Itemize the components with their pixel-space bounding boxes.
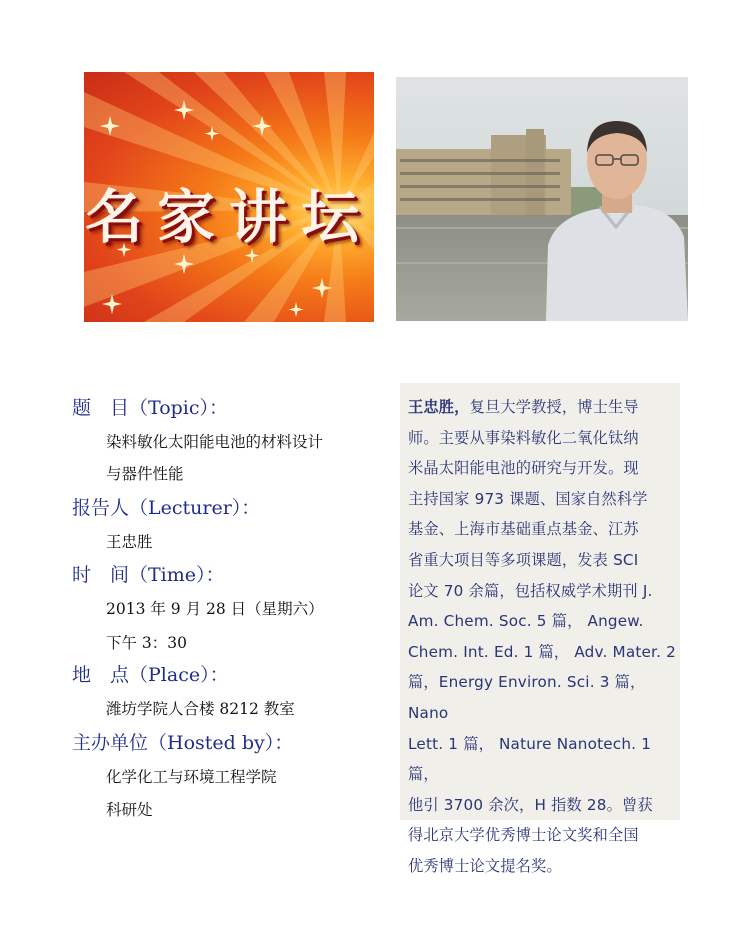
lecturer-bio-text bbox=[408, 392, 684, 882]
bio-line: 优秀博士论文提名奖。 bbox=[408, 856, 562, 875]
lecturer-value: 王忠胜 bbox=[106, 533, 153, 551]
host-value-line-2: 科研处 bbox=[106, 801, 153, 819]
topic-value-line-2: 与器件性能 bbox=[106, 465, 184, 483]
bio-line: 得北京大学优秀博士论文奖和全国 bbox=[408, 826, 639, 845]
time-value-date: 2013 年 9 月 28 日（星期六） bbox=[106, 600, 324, 618]
bio-line: Am. Chem. Soc. 5 篇， Angew. bbox=[408, 612, 644, 631]
bio-line: Chem. Int. Ed. 1 篇， Adv. Mater. 2 bbox=[408, 642, 677, 661]
bio-line: 基金、上海市基础重点基金、江苏 bbox=[408, 520, 639, 539]
bio-line-text: 复旦大学教授，博士生导 bbox=[469, 398, 639, 416]
place-label: 地 点（Place）： bbox=[72, 664, 229, 686]
bio-line: 师。主要从事染料敏化二氧化钛纳 bbox=[408, 428, 639, 447]
forum-banner bbox=[84, 72, 374, 322]
bio-name: 王忠胜， bbox=[408, 398, 470, 416]
lecturer-label: 报告人（Lecturer）： bbox=[72, 497, 261, 519]
topic-label: 题 目（Topic）： bbox=[72, 397, 229, 419]
banner-title: 名家讲坛 bbox=[84, 183, 373, 251]
lecturer-bio-box bbox=[400, 383, 680, 875]
bio-line: Lett. 1 篇， Nature Nanotech. 1 篇， bbox=[408, 734, 652, 784]
bio-line: 主持国家 973 课题、国家自然科学 bbox=[408, 489, 648, 508]
lecturer-portrait-icon bbox=[396, 77, 688, 321]
lecturer-photo bbox=[396, 77, 688, 321]
time-label: 时 间（Time）： bbox=[72, 564, 225, 586]
topic-value-line-1: 染料敏化太阳能电池的材料设计 bbox=[106, 433, 324, 451]
bio-line: 他引 3700 余次，H 指数 28。曾获 bbox=[408, 795, 653, 814]
bio-line: 篇，Energy Environ. Sci. 3 篇，Nano bbox=[408, 673, 646, 722]
bio-line bbox=[408, 392, 684, 423]
bio-line: 米晶太阳能电池的研究与开发。现 bbox=[408, 459, 639, 478]
bio-line: 省重大项目等多项课题，发表 SCI bbox=[408, 550, 639, 569]
host-value-line-1: 化学化工与环境工程学院 bbox=[106, 768, 277, 786]
host-label: 主办单位（Hosted by）： bbox=[72, 732, 294, 754]
time-value-hour: 下午 3：30 bbox=[106, 634, 188, 652]
bio-line: 论文 70 余篇，包括权威学术期刊 J. bbox=[408, 581, 653, 600]
place-value: 潍坊学院人合楼 8212 教室 bbox=[106, 700, 295, 718]
